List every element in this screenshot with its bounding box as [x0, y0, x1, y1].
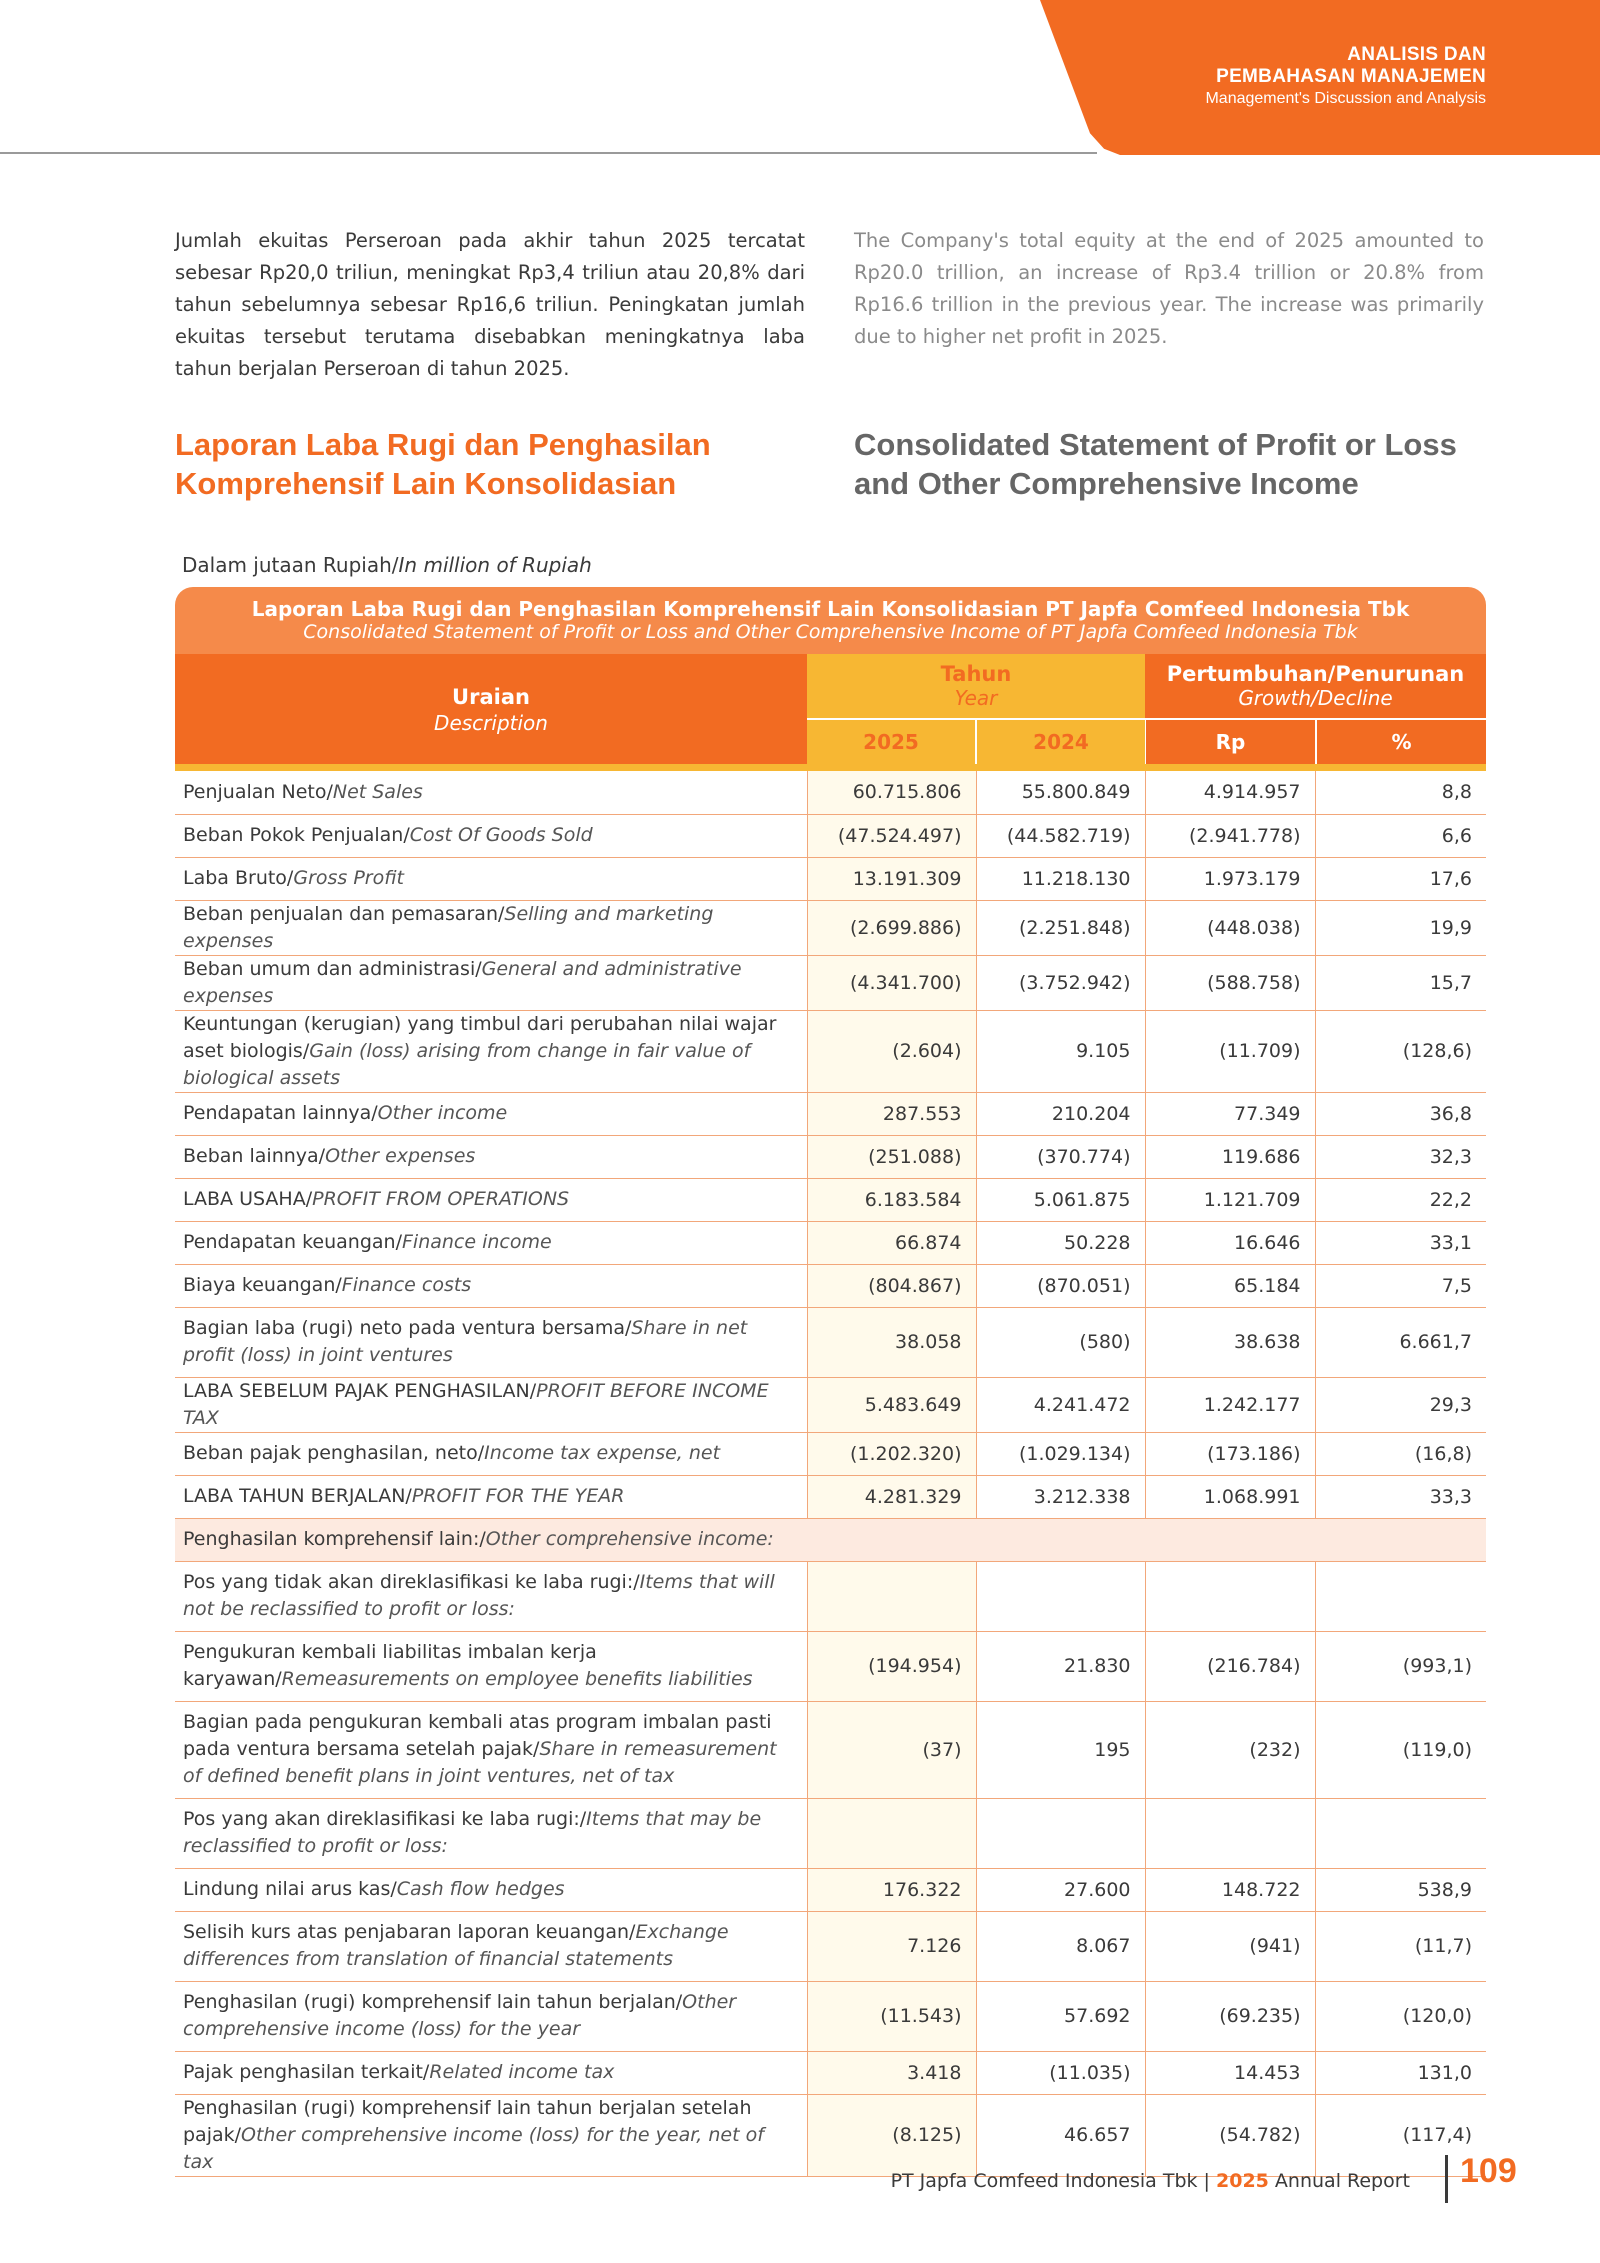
value-growth-pct: 33,3	[1315, 1475, 1486, 1518]
unit-note-en: In million of Rupiah	[398, 553, 592, 577]
row-description	[175, 1010, 807, 1092]
row-description-id: Beban lainnya/	[183, 1145, 326, 1167]
value-2025: 60.715.806	[807, 771, 976, 814]
value-2024: (11.035)	[976, 2051, 1145, 2094]
row-description-id: Penghasilan (rugi) komprehensif lain tahun berjalan/	[183, 1991, 683, 2013]
value-growth-rp: (588.758)	[1145, 955, 1315, 1010]
value-growth-rp: (232)	[1145, 1701, 1315, 1798]
column-header-growth	[1145, 654, 1486, 718]
row-description	[175, 1561, 807, 1631]
row-description	[175, 1631, 807, 1701]
value-2024: 195	[976, 1701, 1145, 1798]
footer-divider	[1445, 2155, 1448, 2203]
header-underline	[175, 764, 1486, 771]
footer-report: Annual Report	[1268, 2170, 1410, 2192]
table-row	[175, 814, 1486, 857]
value-growth-pct: (993,1)	[1315, 1631, 1486, 1701]
row-description	[175, 1981, 807, 2051]
row-description-en: Other income	[377, 1102, 508, 1124]
unit-note-id: Dalam jutaan Rupiah/	[182, 553, 399, 577]
value-growth-rp: 4.914.957	[1145, 771, 1315, 814]
intro-paragraph-en: The Company's total equity at the end of 2025 amounted to Rp20.0 trillion, an increase of Rp3.4 trillion or 20.8% from Rp16.6 trillion in the previous year. The increase was primarily due to higher net profit in 2025.	[854, 229, 1484, 348]
table-row	[175, 1518, 1486, 1561]
row-description-id: Penghasilan komprehensif lain:/	[183, 1528, 486, 1550]
header-divider	[0, 152, 1097, 154]
row-description-id: Pos yang tidak akan direklasifikasi ke laba rugi:/	[183, 1571, 640, 1593]
value-growth-pct: 29,3	[1315, 1377, 1486, 1432]
value-2024: 210.204	[976, 1092, 1145, 1135]
value-2024: 50.228	[976, 1221, 1145, 1264]
value-growth-pct: 7,5	[1315, 1264, 1486, 1307]
row-description-en: General and administrative expenses	[183, 957, 742, 1007]
value-2024: (370.774)	[976, 1135, 1145, 1178]
header-subtitle: Management's Discussion and Analysis	[1205, 90, 1486, 107]
table-row	[175, 1701, 1486, 1798]
value-growth-rp: 1.973.179	[1145, 857, 1315, 900]
value-growth-pct: (16,8)	[1315, 1432, 1486, 1475]
section-title-id: Laporan Laba Rugi dan Penghasilan Komprehensif Lain Konsolidasian	[175, 427, 711, 501]
value-growth-rp: 119.686	[1145, 1135, 1315, 1178]
column-header-2025: 2025	[807, 720, 975, 764]
row-description	[175, 814, 807, 857]
column-header-description	[175, 654, 807, 764]
value-2025: 7.126	[807, 1911, 976, 1981]
value-growth-rp: 65.184	[1145, 1264, 1315, 1307]
table-row	[175, 1092, 1486, 1135]
table-row	[175, 1868, 1486, 1911]
row-description-id: Pendapatan lainnya/	[183, 1102, 378, 1124]
section-title-en: Consolidated Statement of Profit or Loss and Other Comprehensive Income	[854, 427, 1457, 501]
value-growth-rp: (2.941.778)	[1145, 814, 1315, 857]
row-description-en: Exchange differences from translation of financial statements	[183, 1921, 729, 1970]
row-description-id: Penghasilan (rugi) komprehensif lain tahun berjalan setelah pajak/	[183, 2096, 752, 2146]
column-header-description-id: Uraian	[452, 685, 530, 709]
value-2025: 287.553	[807, 1092, 976, 1135]
row-description-en: Income tax expense, net	[484, 1442, 721, 1464]
row-description-id: Selisih kurs atas penjabaran laporan keuangan/	[183, 1921, 636, 1943]
row-description-en: Finance costs	[341, 1274, 472, 1296]
value-2025: (37)	[807, 1701, 976, 1798]
table-row	[175, 1221, 1486, 1264]
row-description-id: Beban Pokok Penjualan/	[183, 824, 410, 846]
row-description-en: Cash flow hedges	[396, 1878, 565, 1900]
row-description-id: Penjualan Neto/	[183, 780, 333, 803]
column-header-growth-en: Growth/Decline	[1238, 686, 1393, 710]
value-growth-pct: 33,1	[1315, 1221, 1486, 1264]
row-description-id: LABA USAHA/	[183, 1188, 313, 1210]
value-growth-rp: (11.709)	[1145, 1010, 1315, 1092]
row-description	[175, 900, 807, 955]
table-row	[175, 1010, 1486, 1092]
value-2024	[976, 1561, 1145, 1631]
value-growth-rp: (448.038)	[1145, 900, 1315, 955]
table-header	[175, 654, 1486, 764]
row-description-id: Beban pajak penghasilan, neto/	[183, 1442, 485, 1464]
value-growth-rp: (54.782)	[1145, 2094, 1315, 2176]
row-description-id: Keuntungan (kerugian) yang timbul dari perubahan nilai wajar aset biologis/	[183, 1012, 777, 1062]
table-row	[175, 1981, 1486, 2051]
table-row	[175, 2094, 1486, 2176]
row-description	[175, 771, 807, 814]
value-2024: 55.800.849	[976, 771, 1145, 814]
value-growth-rp: 14.453	[1145, 2051, 1315, 2094]
value-growth-pct	[1315, 1798, 1486, 1868]
value-growth-pct: 15,7	[1315, 955, 1486, 1010]
value-growth-rp: (941)	[1145, 1911, 1315, 1981]
value-2024: 9.105	[976, 1010, 1145, 1092]
row-description	[175, 1135, 807, 1178]
value-growth-pct	[1315, 1561, 1486, 1631]
row-description-id: LABA TAHUN BERJALAN/	[183, 1485, 412, 1507]
table-body	[175, 771, 1486, 2177]
header-text	[1205, 44, 1486, 110]
column-header-year	[807, 654, 1145, 718]
value-growth-rp: 38.638	[1145, 1307, 1315, 1377]
row-description-id: Biaya keuangan/	[183, 1274, 342, 1296]
value-2025: (1.202.320)	[807, 1432, 976, 1475]
value-2025	[807, 1798, 976, 1868]
row-description	[175, 2094, 807, 2176]
row-description	[175, 1701, 807, 1798]
row-description-en: Remeasurements on employee benefits liabilities	[281, 1668, 753, 1690]
value-2024: 5.061.875	[976, 1178, 1145, 1221]
value-growth-pct: 131,0	[1315, 2051, 1486, 2094]
value-2025: 5.483.649	[807, 1377, 976, 1432]
column-header-year-id: Tahun	[940, 662, 1012, 686]
table-row	[175, 1377, 1486, 1432]
row-description-en: Other comprehensive income (loss) for the year, net of tax	[183, 2123, 764, 2173]
row-description-id: LABA SEBELUM PAJAK PENGHASILAN/	[183, 1379, 537, 1402]
value-growth-pct: 32,3	[1315, 1135, 1486, 1178]
value-2025: 176.322	[807, 1868, 976, 1911]
value-2024: (44.582.719)	[976, 814, 1145, 857]
value-growth-pct: (11,7)	[1315, 1911, 1486, 1981]
row-description	[175, 1868, 807, 1911]
value-growth-rp	[1145, 1561, 1315, 1631]
row-description-id: Bagian pada pengukuran kembali atas program imbalan pasti pada ventura bersama setelah pajak/	[183, 1711, 772, 1760]
value-growth-pct: 8,8	[1315, 771, 1486, 814]
column-header-2024: 2024	[977, 720, 1145, 764]
table-row	[175, 2051, 1486, 2094]
row-description-id: Pos yang akan direklasifikasi ke laba rugi:/	[183, 1808, 587, 1830]
row-description	[175, 1518, 1486, 1561]
column-header-pct: %	[1317, 720, 1486, 764]
value-2024: 21.830	[976, 1631, 1145, 1701]
value-growth-rp: 1.068.991	[1145, 1475, 1315, 1518]
value-2025: (47.524.497)	[807, 814, 976, 857]
value-growth-pct: (119,0)	[1315, 1701, 1486, 1798]
row-description	[175, 1798, 807, 1868]
row-description-en: Related income tax	[429, 2061, 615, 2083]
value-2025: 38.058	[807, 1307, 976, 1377]
row-description	[175, 1377, 807, 1432]
row-description	[175, 1178, 807, 1221]
value-growth-rp: (216.784)	[1145, 1631, 1315, 1701]
row-description	[175, 2051, 807, 2094]
row-description-id: Beban umum dan administrasi/	[183, 957, 482, 980]
column-header-growth-id: Pertumbuhan/Penurunan	[1166, 662, 1465, 686]
value-2025: (2.604)	[807, 1010, 976, 1092]
value-2024: 8.067	[976, 1911, 1145, 1981]
value-growth-pct: 22,2	[1315, 1178, 1486, 1221]
value-2024: 27.600	[976, 1868, 1145, 1911]
table-row	[175, 1475, 1486, 1518]
value-2025: (194.954)	[807, 1631, 976, 1701]
value-2025: (2.699.886)	[807, 900, 976, 955]
row-description-en: PROFIT FOR THE YEAR	[411, 1485, 625, 1507]
row-description-en: Cost Of Goods Sold	[409, 824, 593, 846]
row-description	[175, 1307, 807, 1377]
value-2025: (4.341.700)	[807, 955, 976, 1010]
row-description-en: PROFIT FROM OPERATIONS	[312, 1188, 570, 1210]
table-row	[175, 1135, 1486, 1178]
value-2024	[976, 1798, 1145, 1868]
row-description-en: Gross Profit	[293, 867, 404, 889]
row-description-en: Net Sales	[332, 780, 423, 803]
table-row	[175, 1798, 1486, 1868]
value-2024: 4.241.472	[976, 1377, 1145, 1432]
row-description-id: Pengukuran kembali liabilitas imbalan kerja karyawan/	[183, 1641, 597, 1690]
row-description-id: Beban penjualan dan pemasaran/	[183, 902, 505, 925]
row-description-id: Bagian laba (rugi) neto pada ventura bersama/	[183, 1317, 632, 1339]
footer-text	[891, 2170, 1410, 2192]
value-growth-rp: 1.121.709	[1145, 1178, 1315, 1221]
table-row	[175, 1264, 1486, 1307]
intro-paragraph-id: Jumlah ekuitas Perseroan pada akhir tahun 2025 tercatat sebesar Rp20,0 triliun, meningkat Rp3,4 triliun atau 20,8% dari tahun sebelumnya sebesar Rp16,6 triliun. Peningkatan jumlah ekuitas tersebut terutama disebabkan meningkatnya laba tahun berjalan Perseroan di tahun 2025.	[175, 229, 805, 380]
value-2024: (870.051)	[976, 1264, 1145, 1307]
row-description	[175, 1911, 807, 1981]
value-2025: 13.191.309	[807, 857, 976, 900]
value-2024: (3.752.942)	[976, 955, 1145, 1010]
row-description-en: Other expenses	[325, 1145, 476, 1167]
table-row	[175, 771, 1486, 814]
page-number: 109	[1460, 2152, 1517, 2190]
row-description	[175, 1092, 807, 1135]
value-growth-rp	[1145, 1798, 1315, 1868]
value-growth-pct: 17,6	[1315, 857, 1486, 900]
value-2025: (804.867)	[807, 1264, 976, 1307]
row-description	[175, 955, 807, 1010]
table-row	[175, 857, 1486, 900]
value-2024: 57.692	[976, 1981, 1145, 2051]
row-description	[175, 1432, 807, 1475]
value-growth-pct: 538,9	[1315, 1868, 1486, 1911]
column-header-rp: Rp	[1146, 720, 1315, 764]
value-growth-rp: (173.186)	[1145, 1432, 1315, 1475]
column-header-description-en: Description	[434, 711, 548, 735]
row-description-id: Pendapatan keuangan/	[183, 1231, 402, 1253]
table-row	[175, 1432, 1486, 1475]
table-row	[175, 1307, 1486, 1377]
row-description-en: Gain (loss) arising from change in fair value of biological assets	[183, 1039, 751, 1089]
table-row	[175, 955, 1486, 1010]
footer-year: 2025	[1216, 2170, 1269, 2192]
value-growth-pct: 6,6	[1315, 814, 1486, 857]
table-row	[175, 1561, 1486, 1631]
row-description-en: Items that will not be reclassified to profit or loss:	[183, 1571, 775, 1620]
value-growth-pct: (128,6)	[1315, 1010, 1486, 1092]
value-2025: (251.088)	[807, 1135, 976, 1178]
value-growth-pct: 36,8	[1315, 1092, 1486, 1135]
value-growth-rp: 16.646	[1145, 1221, 1315, 1264]
value-growth-pct: (117,4)	[1315, 2094, 1486, 2176]
value-growth-rp: 148.722	[1145, 1868, 1315, 1911]
header-title-line1: ANALISIS DAN	[1347, 44, 1486, 65]
row-description-en: Selling and marketing expenses	[183, 902, 714, 952]
table-title-id: Laporan Laba Rugi dan Penghasilan Komprehensif Lain Konsolidasian PT Japfa Comfeed Indonesia Tbk	[251, 597, 1410, 621]
footer-company: PT Japfa Comfeed Indonesia Tbk |	[890, 2170, 1216, 2192]
row-description	[175, 1221, 807, 1264]
table-row	[175, 1178, 1486, 1221]
row-description-en: Other comprehensive income (loss) for the year	[183, 1991, 737, 2040]
income-statement-table	[175, 587, 1486, 2177]
value-2024: 11.218.130	[976, 857, 1145, 900]
value-growth-pct: 19,9	[1315, 900, 1486, 955]
value-growth-rp: 77.349	[1145, 1092, 1315, 1135]
value-2025: 66.874	[807, 1221, 976, 1264]
value-growth-rp: (69.235)	[1145, 1981, 1315, 2051]
table-title	[175, 587, 1486, 654]
value-2025: (8.125)	[807, 2094, 976, 2176]
table-title-en: Consolidated Statement of Profit or Loss and Other Comprehensive Income of PT Japfa Comfeed Indonesia Tbk	[303, 621, 1358, 643]
row-description-en: Finance income	[401, 1231, 552, 1253]
value-2024: (580)	[976, 1307, 1145, 1377]
value-2025: 6.183.584	[807, 1178, 976, 1221]
row-description	[175, 857, 807, 900]
row-description-en: Share in net profit (loss) in joint ventures	[183, 1317, 748, 1366]
value-2025	[807, 1561, 976, 1631]
table-row	[175, 900, 1486, 955]
value-growth-pct: (120,0)	[1315, 1981, 1486, 2051]
value-growth-rp: 1.242.177	[1145, 1377, 1315, 1432]
value-2025: 3.418	[807, 2051, 976, 2094]
value-2024: (1.029.134)	[976, 1432, 1145, 1475]
row-description-en: Other comprehensive income:	[485, 1528, 774, 1550]
row-description-id: Lindung nilai arus kas/	[183, 1878, 397, 1900]
value-2025: 4.281.329	[807, 1475, 976, 1518]
row-description-id: Laba Bruto/	[183, 867, 294, 889]
row-description	[175, 1264, 807, 1307]
value-2024: 3.212.338	[976, 1475, 1145, 1518]
value-2024: (2.251.848)	[976, 900, 1145, 955]
row-description-id: Pajak penghasilan terkait/	[183, 2061, 430, 2083]
value-growth-pct: 6.661,7	[1315, 1307, 1486, 1377]
column-header-year-en: Year	[954, 686, 998, 710]
row-description-en: PROFIT BEFORE INCOME TAX	[183, 1379, 769, 1429]
row-description-en: Items that may be reclassified to profit or loss:	[183, 1808, 762, 1857]
value-2024: 46.657	[976, 2094, 1145, 2176]
row-description-en: Share in remeasurement of defined benefit plans in joint ventures, net of tax	[183, 1738, 777, 1787]
table-row	[175, 1631, 1486, 1701]
row-description	[175, 1475, 807, 1518]
unit-note	[182, 553, 592, 577]
header-title-line2: PEMBAHASAN MANAJEMEN	[1216, 66, 1486, 87]
table-row	[175, 1911, 1486, 1981]
value-2025: (11.543)	[807, 1981, 976, 2051]
